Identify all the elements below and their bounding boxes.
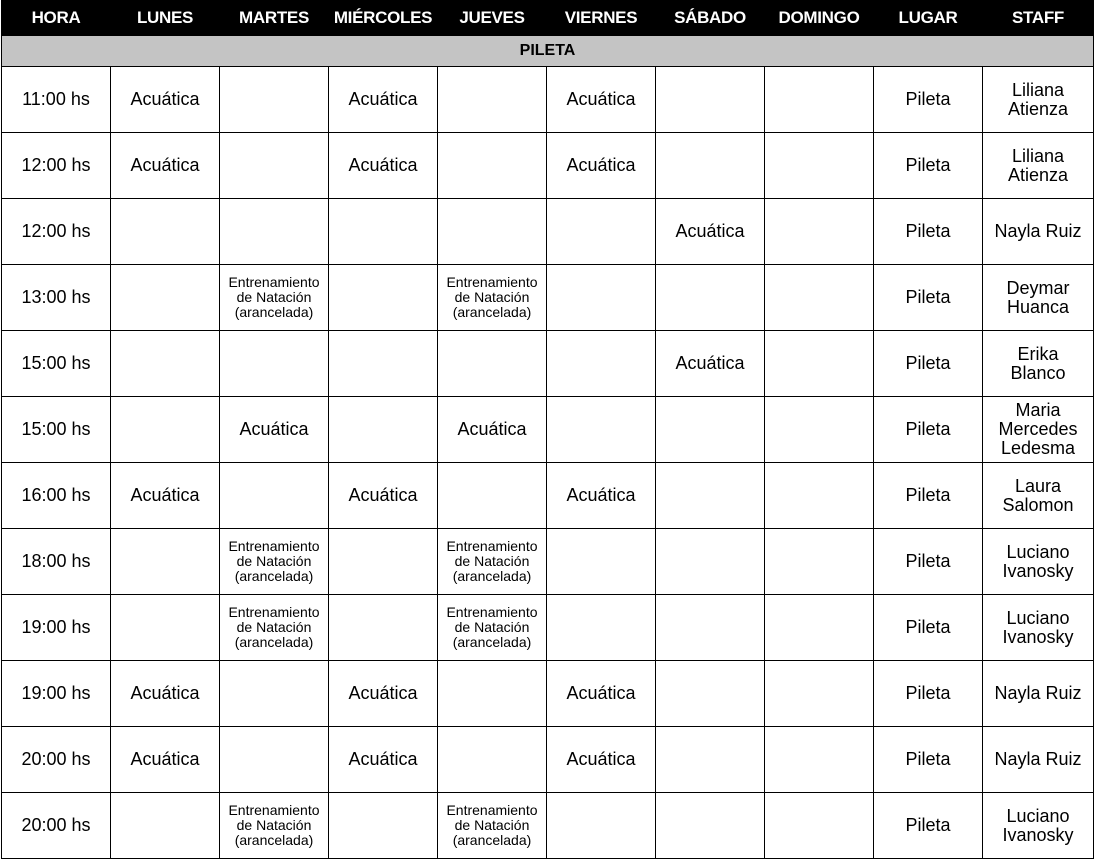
- header-lunes: LUNES: [111, 1, 220, 36]
- cell-hora: 18:00 hs: [2, 529, 111, 595]
- cell-sabado: [656, 133, 765, 199]
- cell-staff: [983, 199, 1094, 265]
- cell-sabado: [656, 265, 765, 331]
- activity-label: Acuática: [348, 683, 418, 703]
- staff-name: Maria Mercedes Ledesma: [998, 400, 1078, 458]
- activity-label: Acuática: [566, 749, 636, 769]
- activity-label: Acuática: [130, 749, 200, 769]
- table-row: [2, 529, 1094, 595]
- cell-lugar: Pileta: [874, 397, 983, 463]
- cell-hora: 20:00 hs: [2, 727, 111, 793]
- section-title: PILETA: [2, 36, 1094, 67]
- cell-jueves: [438, 661, 547, 727]
- activity-label: Acuática: [566, 89, 636, 109]
- cell-staff: [983, 67, 1094, 133]
- cell-lugar: Pileta: [874, 331, 983, 397]
- activity-label: Acuática: [675, 353, 745, 373]
- cell-lugar: Pileta: [874, 661, 983, 727]
- cell-domingo: [765, 265, 874, 331]
- cell-viernes: [547, 595, 656, 661]
- staff-name: Erika Blanco: [1010, 343, 1066, 383]
- activity-label: Entrenamiento de Natación (arancelada): [446, 604, 538, 650]
- cell-jueves: [438, 529, 547, 595]
- cell-martes: [220, 133, 329, 199]
- cell-sabado: [656, 463, 765, 529]
- cell-martes: [220, 265, 329, 331]
- cell-viernes: [547, 133, 656, 199]
- cell-staff: [983, 265, 1094, 331]
- table-header: [2, 1, 1094, 36]
- cell-jueves: [438, 331, 547, 397]
- cell-staff: [983, 397, 1094, 463]
- cell-lunes: [111, 661, 220, 727]
- cell-viernes: [547, 727, 656, 793]
- activity-label: Acuática: [566, 683, 636, 703]
- activity-label: Acuática: [348, 749, 418, 769]
- staff-name: Nayla Ruiz: [994, 683, 1082, 703]
- cell-miercoles: [329, 463, 438, 529]
- cell-lugar: Pileta: [874, 265, 983, 331]
- cell-hora: 12:00 hs: [2, 199, 111, 265]
- cell-lunes: [111, 463, 220, 529]
- cell-domingo: [765, 595, 874, 661]
- cell-lunes: [111, 529, 220, 595]
- cell-jueves: [438, 199, 547, 265]
- cell-sabado: [656, 67, 765, 133]
- cell-sabado: [656, 661, 765, 727]
- cell-domingo: [765, 67, 874, 133]
- activity-label: Acuática: [239, 419, 309, 439]
- header-jueves: JUEVES: [438, 1, 547, 36]
- table-row: [2, 67, 1094, 133]
- cell-viernes: [547, 463, 656, 529]
- header-martes: MARTES: [220, 1, 329, 36]
- activity-label: Acuática: [348, 155, 418, 175]
- cell-lugar: Pileta: [874, 67, 983, 133]
- table-row: [2, 331, 1094, 397]
- cell-miercoles: [329, 661, 438, 727]
- cell-lugar: Pileta: [874, 793, 983, 859]
- activity-label: Acuática: [675, 221, 745, 241]
- cell-sabado: [656, 529, 765, 595]
- cell-lugar: Pileta: [874, 595, 983, 661]
- cell-hora: 19:00 hs: [2, 595, 111, 661]
- cell-miercoles: [329, 133, 438, 199]
- cell-staff: [983, 661, 1094, 727]
- header-hora: HORA: [2, 1, 111, 36]
- cell-viernes: [547, 661, 656, 727]
- cell-lugar: Pileta: [874, 133, 983, 199]
- activity-label: Entrenamiento de Natación (arancelada): [228, 802, 320, 848]
- cell-sabado: [656, 727, 765, 793]
- cell-martes: [220, 595, 329, 661]
- table-row: [2, 133, 1094, 199]
- cell-martes: [220, 793, 329, 859]
- cell-lugar: Pileta: [874, 463, 983, 529]
- cell-jueves: [438, 727, 547, 793]
- cell-miercoles: [329, 793, 438, 859]
- staff-name: Nayla Ruiz: [994, 749, 1082, 769]
- activity-label: Entrenamiento de Natación (arancelada): [446, 538, 538, 584]
- cell-jueves: [438, 793, 547, 859]
- staff-name: Luciano Ivanosky: [1002, 805, 1074, 845]
- cell-lunes: [111, 265, 220, 331]
- staff-name: Liliana Atienza: [1007, 145, 1069, 185]
- cell-viernes: [547, 265, 656, 331]
- staff-name: Luciano Ivanosky: [1002, 541, 1074, 581]
- cell-martes: [220, 463, 329, 529]
- cell-hora: 19:00 hs: [2, 661, 111, 727]
- cell-sabado: [656, 199, 765, 265]
- table-body: [2, 36, 1094, 859]
- schedule-table: [1, 0, 1094, 859]
- staff-name: Luciano Ivanosky: [1002, 607, 1074, 647]
- cell-staff: [983, 727, 1094, 793]
- activity-label: Entrenamiento de Natación (arancelada): [228, 538, 320, 584]
- cell-lugar: Pileta: [874, 199, 983, 265]
- cell-viernes: [547, 397, 656, 463]
- cell-miercoles: [329, 199, 438, 265]
- activity-label: Acuática: [566, 155, 636, 175]
- cell-domingo: [765, 199, 874, 265]
- cell-lunes: [111, 331, 220, 397]
- cell-lunes: [111, 595, 220, 661]
- header-viernes: VIERNES: [547, 1, 656, 36]
- table-row: [2, 793, 1094, 859]
- cell-martes: [220, 67, 329, 133]
- cell-miercoles: [329, 397, 438, 463]
- cell-miercoles: [329, 595, 438, 661]
- section-row: [2, 36, 1094, 67]
- header-lugar: LUGAR: [874, 1, 983, 36]
- cell-miercoles: [329, 265, 438, 331]
- cell-jueves: [438, 133, 547, 199]
- cell-miercoles: [329, 529, 438, 595]
- cell-viernes: [547, 331, 656, 397]
- cell-lugar: Pileta: [874, 727, 983, 793]
- staff-name: Liliana Atienza: [1007, 79, 1069, 119]
- cell-hora: 15:00 hs: [2, 331, 111, 397]
- cell-lunes: [111, 727, 220, 793]
- staff-name: Laura Salomon: [1002, 475, 1074, 515]
- cell-sabado: [656, 793, 765, 859]
- cell-hora: 20:00 hs: [2, 793, 111, 859]
- cell-domingo: [765, 463, 874, 529]
- cell-domingo: [765, 661, 874, 727]
- table-row: [2, 199, 1094, 265]
- cell-domingo: [765, 397, 874, 463]
- activity-label: Acuática: [130, 485, 200, 505]
- cell-martes: [220, 661, 329, 727]
- cell-sabado: [656, 595, 765, 661]
- cell-domingo: [765, 133, 874, 199]
- header-staff: STAFF: [983, 1, 1094, 36]
- staff-name: Deymar Huanca: [1006, 277, 1070, 317]
- cell-lunes: [111, 199, 220, 265]
- cell-lunes: [111, 793, 220, 859]
- staff-name: Nayla Ruiz: [994, 221, 1082, 241]
- activity-label: Acuática: [457, 419, 527, 439]
- activity-label: Acuática: [130, 155, 200, 175]
- cell-martes: [220, 529, 329, 595]
- cell-jueves: [438, 463, 547, 529]
- header-domingo: DOMINGO: [765, 1, 874, 36]
- activity-label: Acuática: [130, 683, 200, 703]
- cell-domingo: [765, 727, 874, 793]
- cell-miercoles: [329, 67, 438, 133]
- table-row: [2, 397, 1094, 463]
- cell-domingo: [765, 529, 874, 595]
- cell-hora: 11:00 hs: [2, 67, 111, 133]
- cell-lunes: [111, 133, 220, 199]
- cell-miercoles: [329, 331, 438, 397]
- cell-martes: [220, 397, 329, 463]
- cell-lunes: [111, 67, 220, 133]
- cell-viernes: [547, 199, 656, 265]
- cell-hora: 16:00 hs: [2, 463, 111, 529]
- cell-lugar: Pileta: [874, 529, 983, 595]
- header-miercoles: MIÉRCOLES: [329, 1, 438, 36]
- table-row: [2, 265, 1094, 331]
- cell-domingo: [765, 331, 874, 397]
- cell-viernes: [547, 793, 656, 859]
- table-row: [2, 727, 1094, 793]
- cell-martes: [220, 199, 329, 265]
- cell-domingo: [765, 793, 874, 859]
- cell-hora: 13:00 hs: [2, 265, 111, 331]
- cell-miercoles: [329, 727, 438, 793]
- cell-jueves: [438, 67, 547, 133]
- activity-label: Entrenamiento de Natación (arancelada): [446, 274, 538, 320]
- activity-label: Entrenamiento de Natación (arancelada): [446, 802, 538, 848]
- cell-staff: [983, 595, 1094, 661]
- table-row: [2, 595, 1094, 661]
- cell-staff: [983, 133, 1094, 199]
- cell-jueves: [438, 397, 547, 463]
- header-sabado: SÁBADO: [656, 1, 765, 36]
- cell-hora: 12:00 hs: [2, 133, 111, 199]
- cell-staff: [983, 793, 1094, 859]
- cell-staff: [983, 463, 1094, 529]
- cell-martes: [220, 727, 329, 793]
- activity-label: Acuática: [130, 89, 200, 109]
- cell-viernes: [547, 67, 656, 133]
- activity-label: Entrenamiento de Natación (arancelada): [228, 604, 320, 650]
- cell-hora: 15:00 hs: [2, 397, 111, 463]
- cell-staff: [983, 529, 1094, 595]
- activity-label: Entrenamiento de Natación (arancelada): [228, 274, 320, 320]
- cell-jueves: [438, 265, 547, 331]
- activity-label: Acuática: [566, 485, 636, 505]
- cell-viernes: [547, 529, 656, 595]
- cell-staff: [983, 331, 1094, 397]
- cell-sabado: [656, 331, 765, 397]
- table-row: [2, 661, 1094, 727]
- cell-jueves: [438, 595, 547, 661]
- table-row: [2, 463, 1094, 529]
- activity-label: Acuática: [348, 89, 418, 109]
- cell-sabado: [656, 397, 765, 463]
- cell-martes: [220, 331, 329, 397]
- cell-lunes: [111, 397, 220, 463]
- activity-label: Acuática: [348, 485, 418, 505]
